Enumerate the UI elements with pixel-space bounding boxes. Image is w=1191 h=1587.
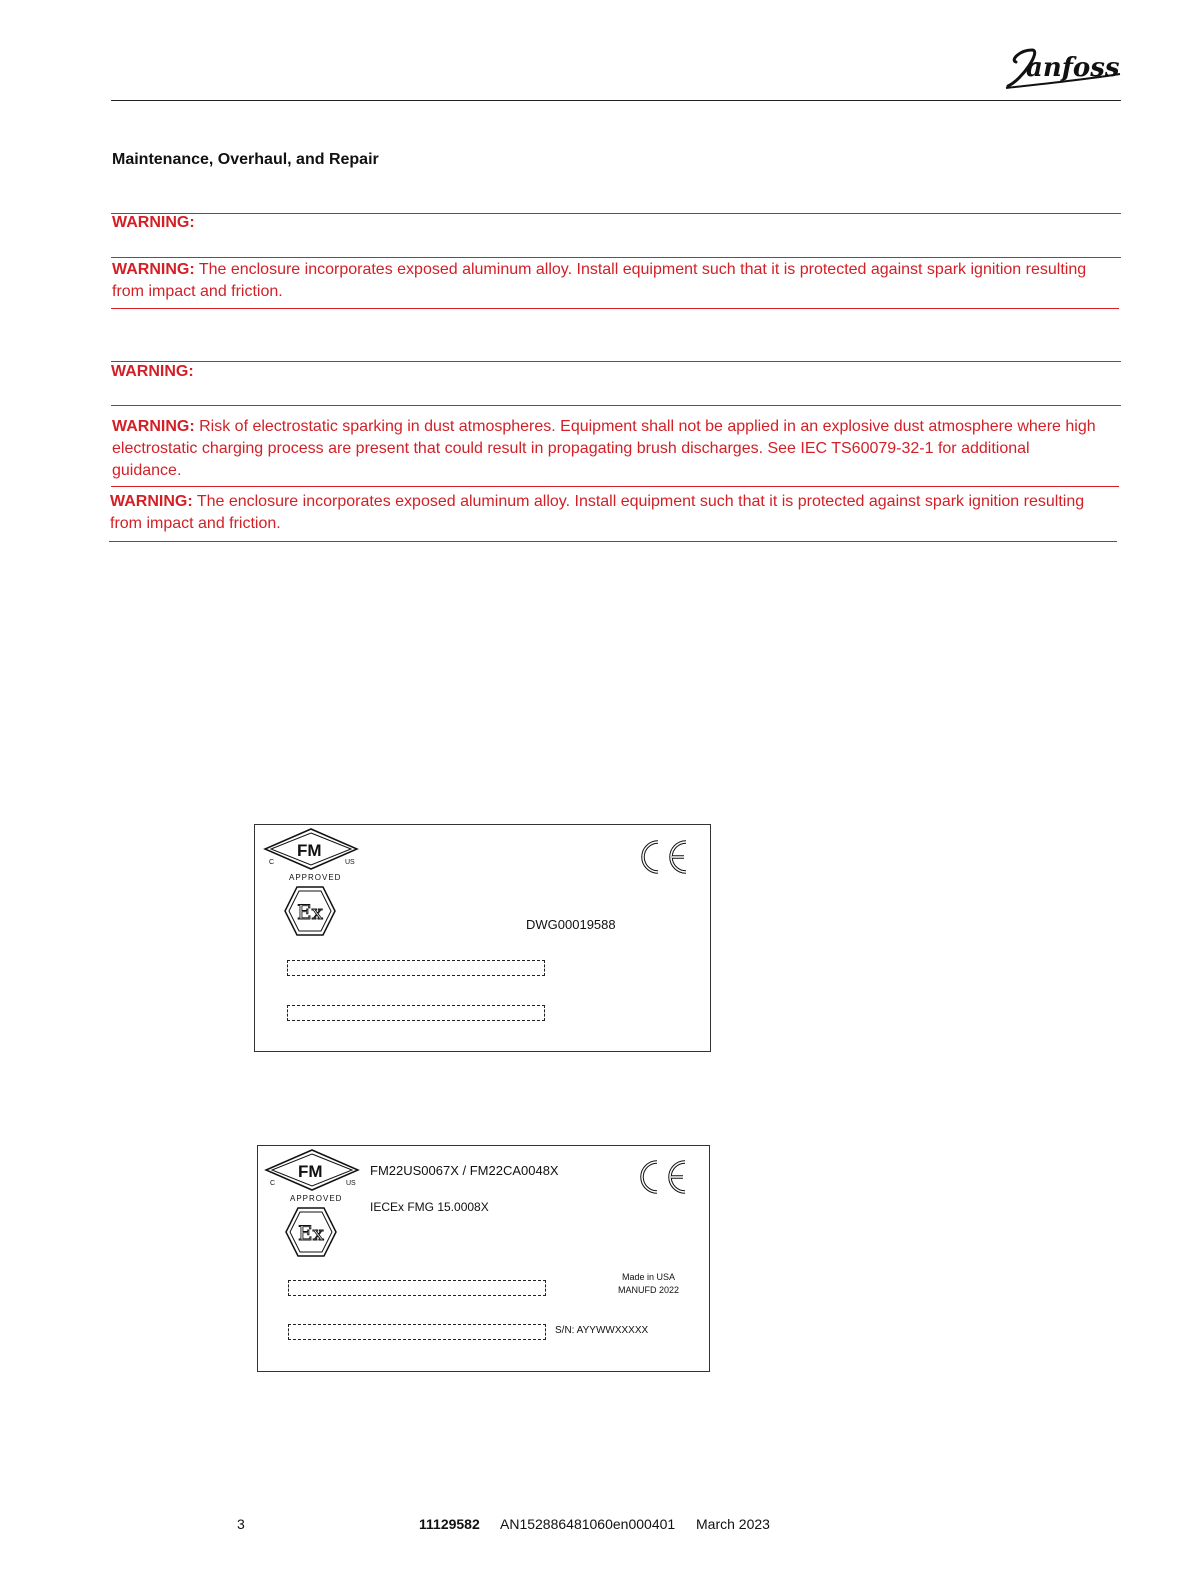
warning-rule <box>109 541 1117 542</box>
document-code: AN152886481060en000401 <box>500 1516 676 1532</box>
nameplate-label-2 <box>257 1145 710 1372</box>
blank-field-1 <box>288 1280 546 1296</box>
ex-mark-icon <box>283 885 337 942</box>
warning-rule <box>111 361 1121 362</box>
warning-2-text: The enclosure incorporates exposed aluminum alloy. Install equipment such that it is protected against spark ignition resulting from impact and friction. <box>112 261 1087 300</box>
svg-text:Ex: Ex <box>297 900 323 924</box>
fm-c-text: C <box>269 859 275 866</box>
blank-field-2 <box>287 1005 545 1021</box>
blank-field-1 <box>287 960 545 976</box>
warning-5-text: The enclosure incorporates exposed aluminum alloy. Install equipment such that it is protected against spark ignition resulting from impact and friction. <box>110 493 1085 532</box>
svg-text:Ex: Ex <box>298 1221 324 1245</box>
ex-mark-icon <box>284 1206 338 1263</box>
blank-field-2 <box>288 1324 546 1340</box>
warning-1-heading: WARNING: <box>112 214 195 231</box>
warning-4 <box>112 416 1102 482</box>
warning-5 <box>110 491 1100 535</box>
manufactured-year: MANUFD 2022 <box>618 1285 680 1295</box>
section-title: Maintenance, Overhaul, and Repair <box>112 151 379 168</box>
ce-mark-icon <box>638 839 690 880</box>
fm-us-text: US <box>346 1180 356 1187</box>
ce-mark-icon <box>637 1159 689 1200</box>
header-rule <box>111 100 1121 101</box>
warning-rule <box>111 405 1121 406</box>
nameplate-label-1 <box>254 824 711 1052</box>
certificate-numbers: FM22US0067X / FM22CA0048X <box>370 1163 559 1178</box>
fm-c-text: C <box>270 1180 276 1187</box>
fm-mark-text: FM <box>297 841 322 860</box>
serial-number: S/N: AYYWWXXXXX <box>555 1325 649 1336</box>
warning-4-prefix: WARNING: <box>112 418 195 435</box>
fm-approved-mark <box>264 1148 360 1209</box>
fm-approved-text: APPROVED <box>289 873 342 882</box>
iecex-certificate: IECEx FMG 15.0008X <box>370 1200 489 1214</box>
fm-approved-mark <box>263 827 359 888</box>
warning-3-heading: WARNING: <box>111 363 194 380</box>
page-number: 3 <box>237 1516 245 1532</box>
warning-rule <box>111 486 1119 487</box>
warning-rule <box>111 308 1119 309</box>
warning-4-text: Risk of electrostatic sparking in dust atmospheres. Equipment shall not be applied in an explosive dust atmosphere where high electrostatic charging process are present that could result in propagating brush discharges. See IEC TS60079-32-1 for additional guidance. <box>112 418 1096 479</box>
warning-rule <box>111 213 1121 214</box>
fm-approved-text: APPROVED <box>290 1194 343 1203</box>
warning-2 <box>112 259 1102 303</box>
drawing-number: DWG00019588 <box>526 917 616 932</box>
made-in-text: Made in USA <box>622 1272 676 1282</box>
document-date: March 2023 <box>696 1516 770 1532</box>
svg-text:anfoss: anfoss <box>1026 53 1120 83</box>
document-number: 11129582 <box>419 1516 480 1532</box>
warning-2-prefix: WARNING: <box>112 261 195 278</box>
warning-5-prefix: WARNING: <box>110 493 193 510</box>
fm-mark-text: FM <box>298 1162 323 1181</box>
fm-us-text: US <box>345 859 355 866</box>
warning-rule <box>111 257 1121 258</box>
danfoss-logo <box>1002 40 1124 94</box>
